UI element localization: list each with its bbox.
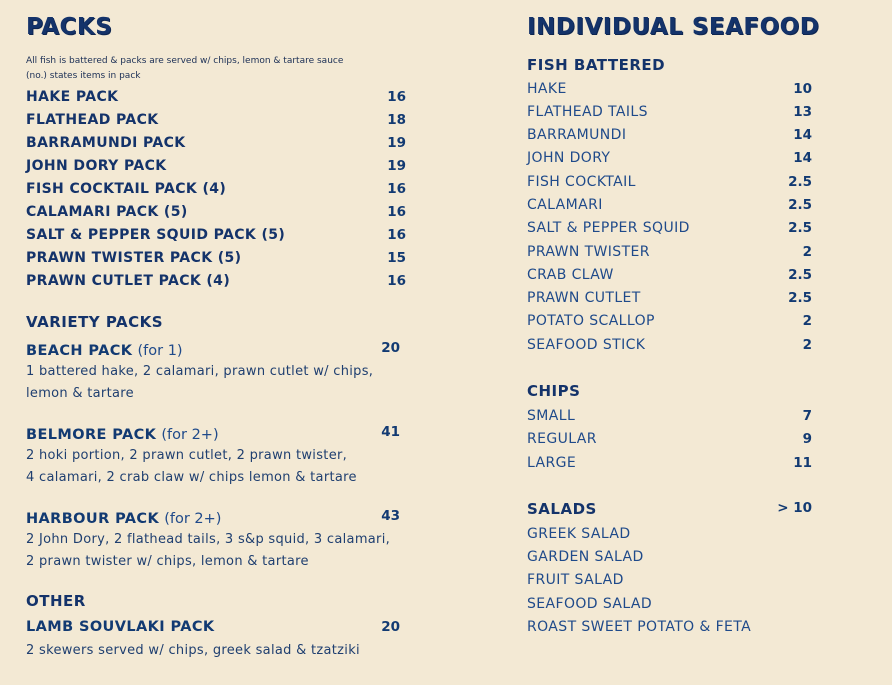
variety-pack [26,424,406,444]
menu-item [527,104,812,124]
menu-item [527,267,812,287]
item-name: SMALL [527,408,576,424]
item-name: CRAB CLAW [527,267,614,283]
menu-item [26,250,406,270]
item-price: 2.5 [788,290,812,306]
item-name: JOHN DORY [527,150,611,166]
item-price: 13 [793,104,812,120]
packs-note: All fish is battered & packs are served w/ chips, lemon & tartare sauce [26,56,344,66]
pack-name: BEACH PACK [26,343,133,359]
pack-serves: (for 2+) [161,427,219,443]
item-name: FLATHEAD PACK [26,112,159,128]
item-price: 10 [793,81,812,97]
item-name: FISH COCKTAIL PACK (4) [26,181,227,197]
item-name: FISH COCKTAIL [527,174,636,190]
pack-description: 2 John Dory, 2 flathead tails, 3 s&p squid, 3 calamari, 2 prawn twister w/ chips, lemon & tartare [26,532,391,569]
item-name: FLATHEAD TAILS [527,104,648,120]
pack-name: BELMORE PACK [26,427,157,443]
menu-item [527,244,812,264]
item-price: 20 [381,619,400,635]
item-name: PRAWN CUTLET PACK (4) [26,273,231,289]
item-price: 2.5 [788,174,812,190]
item-name: SALT & PEPPER SQUID [527,220,690,236]
item-name: CALAMARI [527,197,603,213]
menu-item [527,337,812,357]
item-price: 14 [793,127,812,143]
menu-item [527,220,812,240]
item-price: 16 [387,227,406,243]
menu-item [527,408,812,428]
item-price: 15 [387,250,406,266]
item-name: SEAFOOD SALAD [527,596,653,612]
fish-battered-heading: FISH BATTERED [527,56,666,74]
packs-note-count: (no.) states items in pack [26,71,141,81]
menu-item [26,273,406,293]
item-name: HAKE PACK [26,89,119,105]
item-name: PRAWN TWISTER PACK (5) [26,250,242,266]
item-price: 11 [793,455,812,471]
item-price: 19 [387,135,406,151]
item-price: 20 [381,340,400,356]
item-price: 2.5 [788,197,812,213]
menu-item [26,227,406,247]
pack-description: 1 battered hake, 2 calamari, prawn cutlet w/ chips, lemon & tartare [26,364,374,401]
menu-item [26,158,406,178]
chips-heading: CHIPS [527,382,581,400]
packs-title: PACKS [26,14,113,40]
item-price: 14 [793,150,812,166]
menu-item [527,549,812,569]
item-price: 16 [387,204,406,220]
pack-description: 2 skewers served w/ chips, greek salad & tzatziki [26,643,360,658]
item-price: 2 [802,313,812,329]
item-name: GARDEN SALAD [527,549,644,565]
item-price: 16 [387,89,406,105]
item-name: BARRAMUNDI [527,127,627,143]
pack-serves: (for 2+) [164,511,222,527]
menu-item [527,572,812,592]
item-name: PRAWN CUTLET [527,290,641,306]
item-price: 16 [387,273,406,289]
item-name: JOHN DORY PACK [26,158,167,174]
item-name: FRUIT SALAD [527,572,624,588]
item-price: 18 [387,112,406,128]
item-price: 41 [381,424,400,440]
item-price: 19 [387,158,406,174]
item-price: 2.5 [788,267,812,283]
menu-item [26,135,406,155]
menu-item [527,526,812,546]
menu-item [527,127,812,147]
pack-serves: (for 1) [137,343,183,359]
menu-item [26,204,406,224]
menu-item [26,89,406,109]
salads-header-row [527,500,812,520]
item-price: 16 [387,181,406,197]
salads-heading: SALADS [527,500,597,518]
variety-pack [26,508,406,528]
menu-item [26,181,406,201]
item-price: 9 [802,431,812,447]
variety-packs-heading: VARIETY PACKS [26,313,164,331]
item-name: PRAWN TWISTER [527,244,650,260]
item-name: REGULAR [527,431,597,447]
item-name: ROAST SWEET POTATO & FETA [527,619,752,635]
item-name: LARGE [527,455,577,471]
salads-price: > 10 [777,500,812,516]
menu-item [527,596,812,616]
menu-item [527,81,812,101]
item-name: BARRAMUNDI PACK [26,135,186,151]
pack-name: LAMB SOUVLAKI PACK [26,619,215,635]
other-heading: OTHER [26,592,86,610]
menu-item [527,174,812,194]
menu-item [527,431,812,451]
pack-description: 2 hoki portion, 2 prawn cutlet, 2 prawn twister, 4 calamari, 2 crab claw w/ chips lemon & tartare [26,448,357,485]
item-name: SALT & PEPPER SQUID PACK (5) [26,227,286,243]
menu-item [527,313,812,333]
item-name: GREEK SALAD [527,526,631,542]
item-price: 7 [802,408,812,424]
item-price: 43 [381,508,400,524]
variety-pack [26,340,406,360]
item-price: 2 [802,244,812,260]
individual-title: INDIVIDUAL SEAFOOD [527,14,820,40]
item-name: SEAFOOD STICK [527,337,646,353]
item-name: HAKE [527,81,567,97]
item-name: CALAMARI PACK (5) [26,204,188,220]
menu-item [527,455,812,475]
menu-item [527,150,812,170]
pack-name: HARBOUR PACK [26,511,160,527]
menu-item [527,619,812,639]
item-name: POTATO SCALLOP [527,313,655,329]
menu-item [527,290,812,310]
other-pack [26,619,406,639]
menu-item [26,112,406,132]
item-price: 2 [802,337,812,353]
item-price: 2.5 [788,220,812,236]
menu-item [527,197,812,217]
